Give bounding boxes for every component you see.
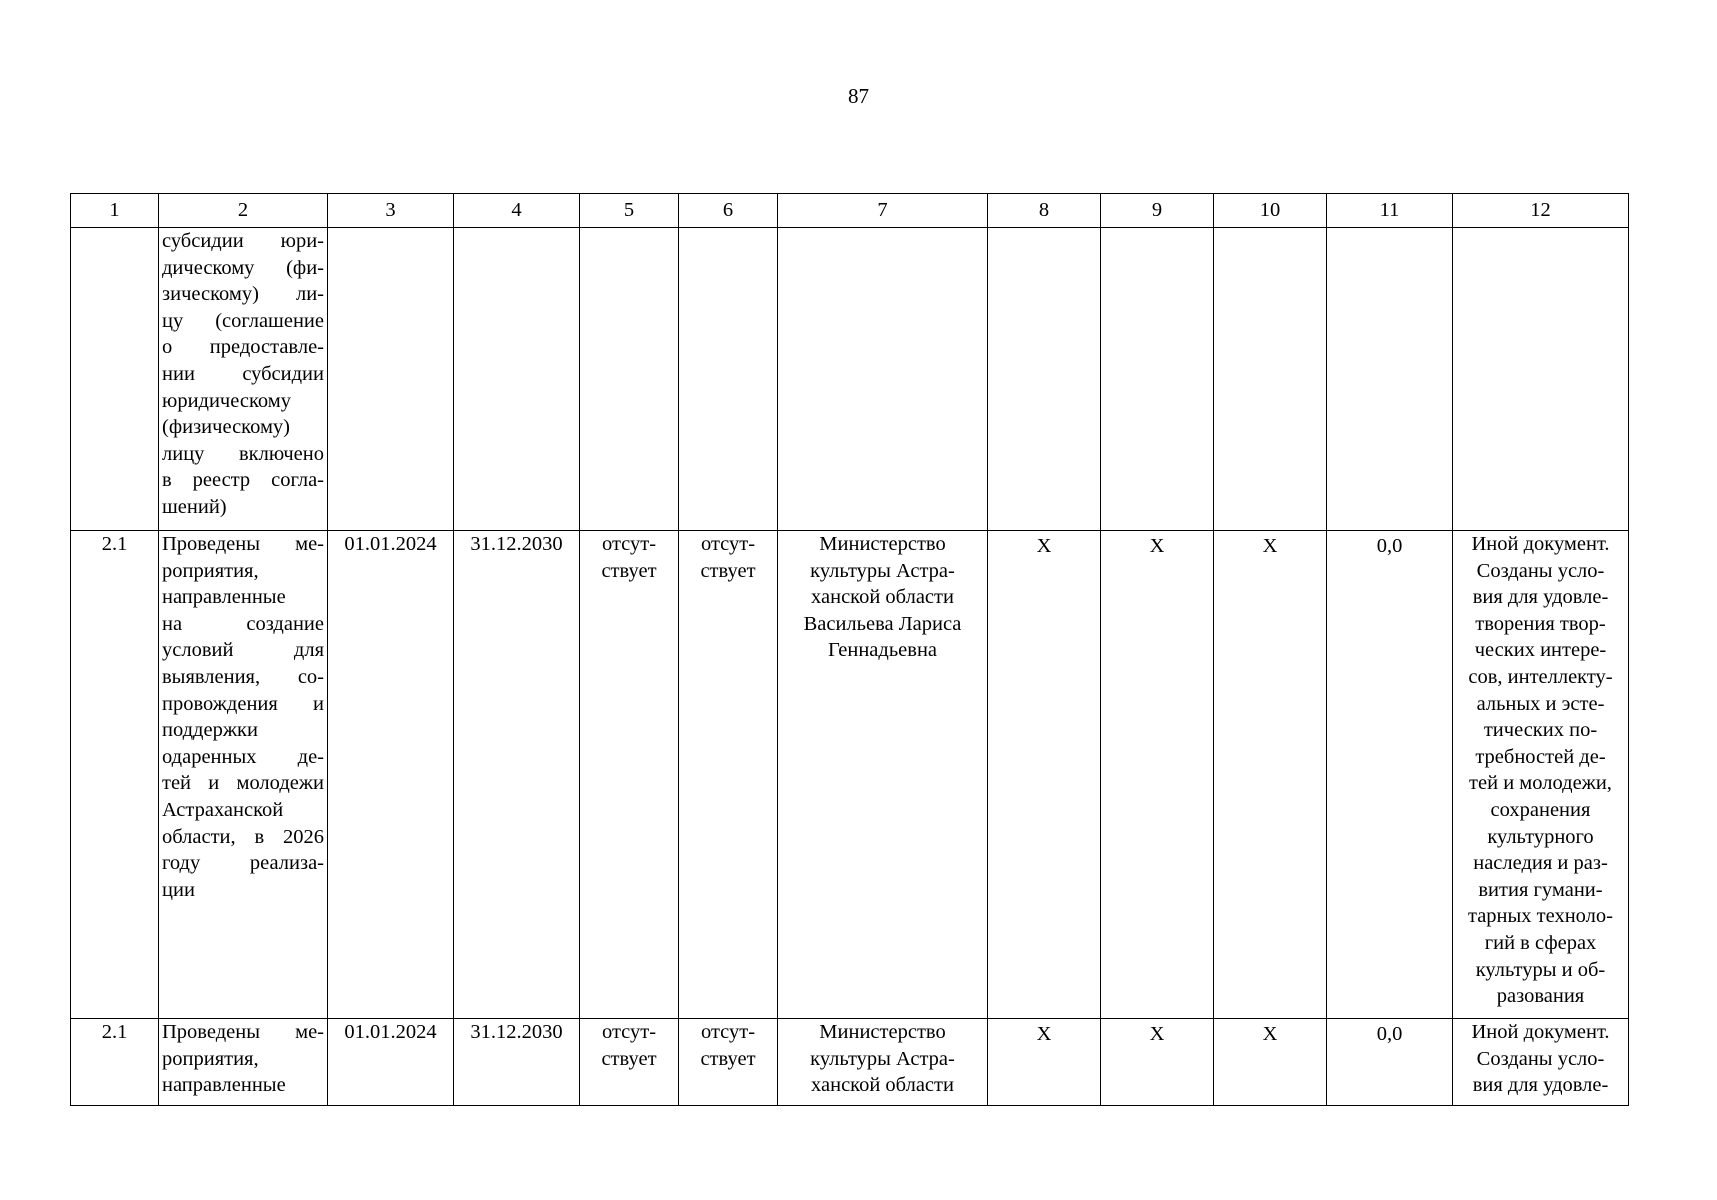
description-line: нии субсидии bbox=[162, 362, 324, 385]
end-date-cell: 31.12.2030 bbox=[454, 1019, 580, 1106]
description-line: одаренных де- bbox=[162, 745, 324, 768]
column-5-cell bbox=[580, 531, 679, 1019]
start-date-cell: 01.01.2024 bbox=[328, 531, 454, 1019]
description-line: ции bbox=[162, 878, 195, 901]
responsible-line: ханской области bbox=[811, 586, 954, 609]
description-line: зическому) ли- bbox=[162, 283, 324, 306]
responsible-line: Министерство bbox=[819, 1021, 946, 1043]
amount-value: 0,0 bbox=[1376, 535, 1403, 557]
responsible-line: ханской области bbox=[811, 1074, 954, 1097]
document-table bbox=[70, 193, 1629, 1106]
description-line: Проведены ме- bbox=[162, 1021, 324, 1043]
result-line: альных и эсте- bbox=[1476, 692, 1605, 715]
description-line: направленные bbox=[162, 1074, 286, 1097]
column-header: 4 bbox=[454, 194, 580, 228]
result-line: тей и молодежи, bbox=[1469, 772, 1612, 795]
cell-line: отсут- bbox=[700, 1021, 756, 1043]
result-line: Созданы усло- bbox=[1476, 1047, 1605, 1070]
table-row bbox=[71, 228, 1629, 531]
description-line: Астраханской bbox=[162, 798, 284, 821]
x-mark: X bbox=[1036, 1023, 1052, 1045]
result-line: сохранения bbox=[1490, 798, 1591, 821]
amount-cell bbox=[1327, 531, 1453, 1019]
table-header-row bbox=[71, 194, 1629, 228]
description-line: лицу включено bbox=[162, 442, 324, 465]
column-header: 11 bbox=[1327, 194, 1453, 228]
document-type-cell bbox=[1453, 228, 1629, 531]
result-line: тических по- bbox=[1483, 719, 1598, 742]
description-line: году реализа- bbox=[162, 852, 324, 875]
column-header: 3 bbox=[328, 194, 454, 228]
description-line: области, в 2026 bbox=[162, 825, 324, 848]
description-line: (физическому) bbox=[162, 416, 290, 439]
description-line: тей и молодежи bbox=[162, 772, 324, 795]
column-5-cell bbox=[580, 228, 679, 531]
x-mark: X bbox=[1262, 535, 1278, 557]
description-cell bbox=[159, 531, 328, 1019]
column-header: 9 bbox=[1101, 194, 1214, 228]
description-line: на создание bbox=[162, 612, 324, 635]
description-line: юридическому bbox=[162, 389, 291, 412]
responsible-line: культуры Астра- bbox=[810, 559, 955, 582]
row-number-cell: 2.1 bbox=[71, 531, 159, 1019]
column-9-cell bbox=[1101, 531, 1214, 1019]
amount-cell bbox=[1327, 228, 1453, 531]
result-line: тарных техноло- bbox=[1468, 905, 1613, 928]
cell-line: отсут- bbox=[700, 533, 756, 555]
column-10-cell bbox=[1214, 1019, 1327, 1106]
cell-line: отсут- bbox=[601, 533, 657, 555]
cell-line: отсут- bbox=[601, 1021, 657, 1043]
responsible-line: культуры Астра- bbox=[810, 1047, 955, 1070]
result-line: сов, интеллекту- bbox=[1468, 665, 1613, 688]
responsible-cell bbox=[778, 1019, 988, 1106]
column-10-cell bbox=[1214, 531, 1327, 1019]
cell-line: ствует bbox=[700, 1047, 756, 1070]
amount-cell bbox=[1327, 1019, 1453, 1106]
description-line: Проведены ме- bbox=[162, 533, 324, 555]
column-header: 5 bbox=[580, 194, 679, 228]
cell-line: ствует bbox=[700, 559, 756, 582]
column-header: 1 bbox=[71, 194, 159, 228]
description-line: поддержки bbox=[162, 719, 258, 742]
responsible-cell bbox=[778, 228, 988, 531]
result-line: культурного bbox=[1487, 825, 1594, 848]
x-mark: X bbox=[1036, 535, 1052, 557]
column-header: 12 bbox=[1453, 194, 1629, 228]
result-line: культуры и об- bbox=[1475, 958, 1606, 981]
column-8-cell bbox=[988, 228, 1101, 531]
amount-value: 0,0 bbox=[1376, 1023, 1403, 1045]
cell-line: ствует bbox=[601, 559, 657, 582]
result-line: разования bbox=[1496, 985, 1585, 1008]
column-8-cell bbox=[988, 1019, 1101, 1106]
description-line: цу (соглашение bbox=[162, 309, 324, 332]
description-line: в реестр согла- bbox=[162, 469, 324, 492]
result-line: ческих интере- bbox=[1474, 639, 1607, 662]
column-5-cell bbox=[580, 1019, 679, 1106]
result-line: вия для удовле- bbox=[1472, 1074, 1609, 1097]
description-line: условий для bbox=[162, 639, 324, 662]
responsible-line: Васильева Лариса bbox=[803, 612, 962, 635]
description-line: роприятия, bbox=[162, 559, 259, 582]
description-line: субсидии юри- bbox=[162, 230, 324, 252]
column-header: 10 bbox=[1214, 194, 1327, 228]
result-line: творения твор- bbox=[1475, 612, 1606, 635]
column-header: 8 bbox=[988, 194, 1101, 228]
description-line: шений) bbox=[162, 495, 227, 518]
column-header: 2 bbox=[159, 194, 328, 228]
responsible-line: Министерство bbox=[819, 533, 946, 555]
description-line: выявления, со- bbox=[162, 665, 324, 688]
result-line: Иной документ. bbox=[1471, 533, 1610, 555]
table-row bbox=[71, 1019, 1629, 1106]
description-cell bbox=[159, 1019, 328, 1106]
responsible-cell bbox=[778, 531, 988, 1019]
result-line: гий в сферах bbox=[1484, 931, 1597, 954]
result-line: Иной документ. bbox=[1471, 1021, 1610, 1043]
column-8-cell bbox=[988, 531, 1101, 1019]
page-number: 87 bbox=[848, 84, 869, 108]
result-line: требностей де- bbox=[1475, 745, 1606, 768]
row-number-cell: 2.1 bbox=[71, 1019, 159, 1106]
result-line: вития гумани- bbox=[1478, 878, 1603, 901]
column-6-cell bbox=[679, 531, 778, 1019]
result-line: наследия и раз- bbox=[1473, 852, 1608, 875]
column-header: 7 bbox=[778, 194, 988, 228]
description-line: провождения и bbox=[162, 692, 324, 715]
responsible-line: Геннадьевна bbox=[827, 639, 938, 662]
description-cell bbox=[159, 228, 328, 531]
x-mark: X bbox=[1149, 1023, 1165, 1045]
description-line: направленные bbox=[162, 586, 286, 609]
result-line: Созданы усло- bbox=[1476, 559, 1605, 582]
cell-line: ствует bbox=[601, 1047, 657, 1070]
column-9-cell bbox=[1101, 1019, 1214, 1106]
x-mark: X bbox=[1262, 1023, 1278, 1045]
table-row bbox=[71, 531, 1629, 1019]
column-header: 6 bbox=[679, 194, 778, 228]
description-line: дическому (фи- bbox=[162, 256, 324, 279]
x-mark: X bbox=[1149, 535, 1165, 557]
column-9-cell bbox=[1101, 228, 1214, 531]
start-date-cell: 01.01.2024 bbox=[328, 1019, 454, 1106]
description-line: роприятия, bbox=[162, 1047, 259, 1070]
row-number-cell bbox=[71, 228, 159, 531]
result-line: вия для удовле- bbox=[1472, 586, 1609, 609]
document-type-cell bbox=[1453, 1019, 1629, 1106]
end-date-cell bbox=[454, 228, 580, 531]
column-6-cell bbox=[679, 228, 778, 531]
description-line: о предоставле- bbox=[162, 336, 324, 359]
column-6-cell bbox=[679, 1019, 778, 1106]
document-type-cell bbox=[1453, 531, 1629, 1019]
start-date-cell bbox=[328, 228, 454, 531]
column-10-cell bbox=[1214, 228, 1327, 531]
end-date-cell: 31.12.2030 bbox=[454, 531, 580, 1019]
